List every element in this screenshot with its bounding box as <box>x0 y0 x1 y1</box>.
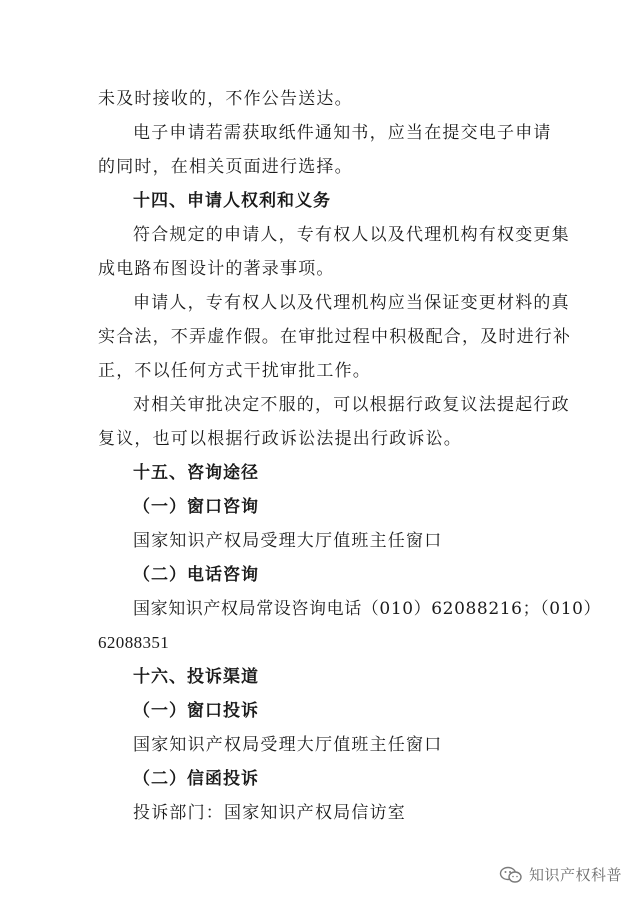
paragraph-line: 未及时接收的，不作公告送达。 <box>98 89 353 109</box>
paragraph-line: 对相关审批决定不服的，可以根据行政复议法提起行政 <box>133 395 570 415</box>
subsection-heading: （一）窗口投诉 <box>133 701 259 721</box>
paragraph-line: 申请人，专有权人以及代理机构应当保证变更材料的真 <box>133 293 570 313</box>
subsection-heading: （二）信函投诉 <box>133 769 259 789</box>
paragraph-line: 电子申请若需获取纸件通知书，应当在提交电子申请 <box>133 123 552 143</box>
paragraph-line: 符合规定的申请人，专有权人以及代理机构有权变更集 <box>133 225 570 245</box>
paragraph-line: 国家知识产权局受理大厅值班主任窗口 <box>133 531 443 551</box>
paragraph-line: 正，不以任何方式干扰审批工作。 <box>98 361 371 381</box>
paragraph-line: 实合法，不弄虚作假。在审批过程中积极配合，及时进行补 <box>98 327 572 347</box>
wechat-icon <box>499 866 523 884</box>
section-heading-15: 十五、咨询途径 <box>133 463 259 483</box>
phone-line: 国家知识产权局常设咨询电话（010）62088216；（010） <box>133 599 602 619</box>
paragraph-line: 投诉部门：国家知识产权局信访室 <box>133 803 406 823</box>
paragraph-line: 国家知识产权局受理大厅值班主任窗口 <box>133 735 443 755</box>
phone-number: 62088351 <box>98 633 170 652</box>
subsection-heading: （二）电话咨询 <box>133 565 259 585</box>
paragraph-line: 复议，也可以根据行政诉讼法提出行政诉讼。 <box>98 429 462 449</box>
paragraph-line: 成电路布图设计的著录事项。 <box>98 259 335 279</box>
watermark-text: 知识产权科普 <box>528 866 622 884</box>
section-heading-16: 十六、投诉渠道 <box>133 667 259 687</box>
section-heading-14: 十四、申请人权利和义务 <box>133 191 331 211</box>
paragraph-line: 的同时，在相关页面进行选择。 <box>98 157 353 177</box>
subsection-heading: （一）窗口咨询 <box>133 497 259 517</box>
watermark <box>499 864 622 885</box>
